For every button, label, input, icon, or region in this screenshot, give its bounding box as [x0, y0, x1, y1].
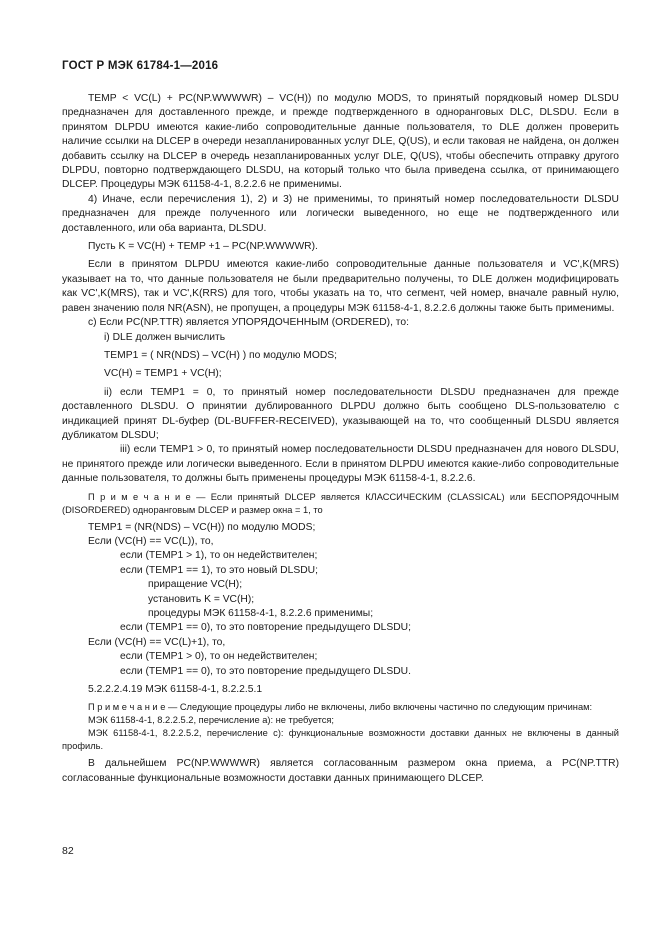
note-item: МЭК 61158-4-1, 8.2.2.5.2, перечисление c): функциональные возможности доставки данных не включены в данный профиль. — [62, 728, 619, 752]
note-item: МЭК 61158-4-1, 8.2.2.5.2, перечисление а): не требуется; — [88, 715, 334, 726]
code-line: если (TEMP1 == 0), то это повторение предыдущего DLSDU; — [120, 622, 411, 634]
page-header: ГОСТ Р МЭК 61784-1—2016 — [62, 60, 219, 72]
code-line: Если (VC(H) == VC(L)+1), то, — [88, 636, 226, 648]
code-line: если (TEMP1 == 0), то это повторение предыдущего DLSDU. — [120, 665, 411, 677]
paragraph: TEMP < VC(L) + PC(NP.WWWWR) – VC(H)) по модулю MODS, то принятый порядковый номер DLSDU предназначен для доставленного прежде, и прежде подтвержденного в одноранговых DLC, DLSDU. Если в принятом DLPDU имеются какие-либо сопроводительные данные пользователя, то DLE должен проверить наличие ссылки на DLCEP в очереди незапланированных услуг DLE, Q(US), и если таковая не найдена, он должен добавить ссылку на DLCEP в очередь незапланированных услуг DLE, Q(US), чтобы обеспечить отправку другого DLPDU, повторно подтверждающего DLSDU, на который только что была приведена ссылка, от принимающего DLCEP. Процедуры МЭК 61158-4-1, 8.2.2.6 не применимы. — [62, 93, 619, 191]
list-item-iii: iii) если TEMP1 > 0, то принятый номер последовательности DLSDU предназначен для нового DLSDU, не принятого прежде или логически выведенного. Если в принятом DLPDU имеются какие-либо сопроводительные данные пользователя, то должны быть применены процедуры МЭК 61158-4-1, 8.2.2.6. — [62, 444, 619, 485]
code-line: TEMP1 = (NR(NDS) – VC(H)) по модулю MODS; — [88, 521, 316, 533]
formula-temp1: TEMP1 = ( NR(NDS) – VC(H) ) по модулю MODS; — [104, 349, 338, 361]
code-line: если (TEMP1 > 0), то он недействителен; — [120, 651, 318, 663]
formula-vch: VC(H) = TEMP1 + VC(H); — [104, 368, 222, 380]
formula-k: Пусть K = VC(H) + TEMP +1 – PC(NP.WWWWR). — [88, 241, 318, 253]
note: П р и м е ч а н и е — Следующие процедуры либо не включены, либо включены частично по следующим причинам: — [88, 702, 593, 713]
code-line: установить K = VC(H); — [148, 593, 255, 605]
paragraph: 4) Иначе, если перечисления 1), 2) и 3) не применимы, то принятый номер последовательности DLSDU предназначен для прежде полученного или логически выведенного, но еще не подтвержденного или доставленного, или оба варианта, DLSDU. — [62, 193, 619, 234]
code-line: если (TEMP1 == 1), то это новый DLSDU; — [120, 564, 318, 576]
code-line: если (TEMP1 > 1), то он недействителен; — [120, 550, 318, 562]
paragraph: Если в принятом DLPDU имеются какие-либо сопроводительные данные пользователя и VC',K(MRS) указывает на то, что данные пользователя не были предварительно получены, то DLE должен модифицировать как VC',K(MRS), так и VC',K(RRS) для того, чтобы указать на то, что сегмент, чей номер, вначале равный нулю, равен значению поля NR(ASN), не пропущен, а процедуры МЭК 61158-4-1, 8.2.2.6 должны также быть применимы. — [62, 259, 619, 314]
list-item-c: c) Если PC(NP.TTR) является УПОРЯДОЧЕННЫМ (ORDERED), то: — [88, 317, 409, 329]
code-line: Если (VC(H) == VC(L)), то, — [88, 535, 214, 547]
paragraph: В дальнейшем PC(NP.WWWWR) является согласованным размером окна приема, а PC(NP.TTR) согласованные функциональные возможности доставки данных принимающего DLCEP. — [62, 758, 619, 784]
note: П р и м е ч а н и е — Если принятый DLCEP является КЛАССИЧЕСКИМ (CLASSICAL) или БЕСПОРЯДОЧНЫМ (DISORDERED) одноранговым DLCEP и размер окна = 1, то — [62, 491, 619, 515]
code-line: процедуры МЭК 61158-4-1, 8.2.2.6 применимы; — [148, 608, 374, 619]
list-item-ii: ii) если TEMP1 = 0, то принятый номер последовательности DLSDU предназначен для прежде доставленного DLSDU. О принятии дублированного DLPDU должно быть сообщено DLS-пользователю c индикацией принят DL-буфер (DL-BUFFER-RECEIVED), указывающей на то, что сообщенный DLSDU является дубликатом DLSDU; — [62, 386, 619, 441]
code-line: приращение VC(H); — [148, 579, 243, 591]
list-item-i: i) DLE должен вычислить — [104, 331, 226, 343]
page-number: 82 — [62, 845, 74, 857]
section-heading: 5.2.2.2.4.19 МЭК 61158-4-1, 8.2.2.5.1 — [88, 684, 263, 696]
